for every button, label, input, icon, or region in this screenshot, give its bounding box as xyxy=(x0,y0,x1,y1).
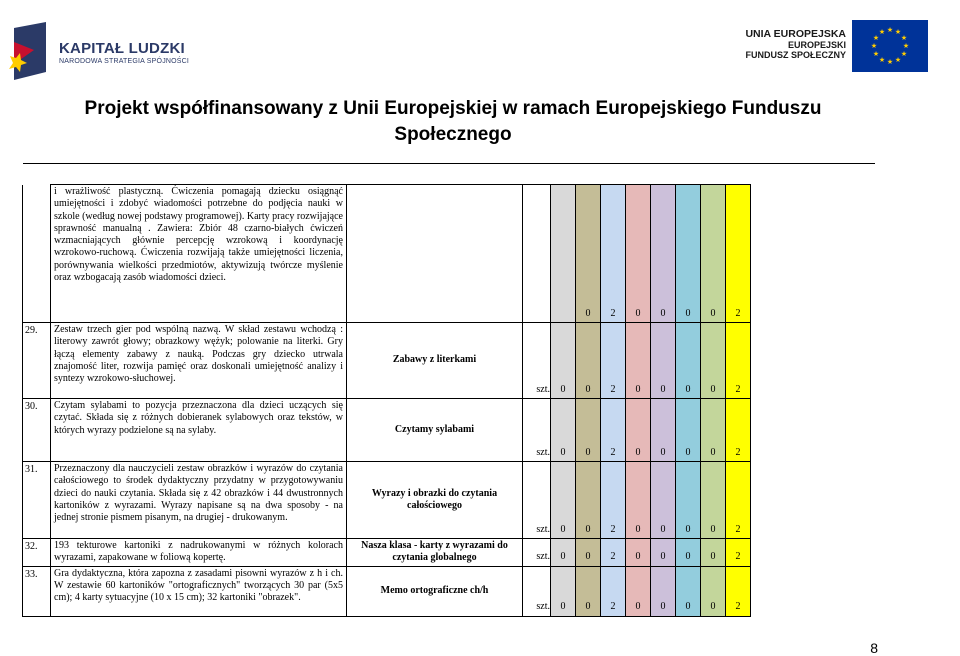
svg-text:★: ★ xyxy=(894,28,902,36)
svg-text:★: ★ xyxy=(886,26,894,34)
quantity-cell: 0 xyxy=(551,566,576,616)
quantity-cell: 2 xyxy=(726,566,751,616)
unit-cell: szt. xyxy=(523,399,551,462)
svg-text:★: ★ xyxy=(900,34,908,42)
eu-line-2: EUROPEJSKI xyxy=(787,40,846,50)
description-cell: Czytam sylabami to pozycja przeznaczona dla dzieci uczących się czytać. Składa się z różnych dobieranek sylabowych oraz tekstów, w których wyrazy podzielone są na sylaby. xyxy=(51,399,347,462)
quantity-cell: 0 xyxy=(701,566,726,616)
quantity-cell: 0 xyxy=(626,539,651,567)
eu-line-3: FUNDUSZ SPOŁECZNY xyxy=(745,50,846,60)
unit-cell: szt. xyxy=(523,323,551,399)
quantity-cell: 0 xyxy=(676,462,701,539)
description-cell: Zestaw trzech gier pod wspólną nazwą. W skład zestawu wchodzą : literowy zawrót głowy; obrazkowy wężyk; polowanie na literki. Gry łączą elementy zabawy z nauką. Podczas gry dziecko utrwala znajomość liter, rozwija pamięć oraz doskonali umiejętność analizy i syntezy wzrokowo-słuchowej. xyxy=(51,323,347,399)
quantity-cell: 0 xyxy=(651,539,676,567)
svg-text:★: ★ xyxy=(872,50,880,58)
unit-cell: szt. xyxy=(523,566,551,616)
description-cell: i wrażliwość plastyczną. Ćwiczenia pomagają dziecku osiągnąć umiejętności i zdobyć wiadomości potrzebne do podjęcia nauki w szkole (według nowej podstawy programowej). Karty pracy rozwijające sprawność manualną . Zawiera: Zbiór 48 czarno-białych ćwiczeń wzmacniających głównie percepcję wzrokową i koordynację wzrokowo-ruchową. Ćwiczenia rozwijają także umiejętności liczenia, porównywania wielkości przedmiotów, aktywizują twórcze myślenie oraz wzbogacają zasób wiadomości dzieci. xyxy=(51,185,347,323)
eu-line-1: UNIA EUROPEJSKA xyxy=(745,28,846,40)
quantity-cell: 0 xyxy=(651,185,676,323)
unit-cell: szt. xyxy=(523,539,551,567)
item-name-cell: Czytamy sylabami xyxy=(347,399,523,462)
description-cell: Gra dydaktyczna, która zapozna z zasadami pisowni wyrazów z h i ch. W zestawie 60 kartoników "ortograficznych" tworzących 30 par (5x5 cm); 4 karty sytuacyjne (10 x 15 cm); 32 kartoniki "obrazek". xyxy=(51,566,347,616)
quantity-cell: 2 xyxy=(601,185,626,323)
row-number-cell: 32. xyxy=(23,539,51,567)
quantity-cell: 2 xyxy=(726,399,751,462)
quantity-cell: 0 xyxy=(551,323,576,399)
unit-cell: szt. xyxy=(523,462,551,539)
quantity-cell: 0 xyxy=(626,185,651,323)
quantity-cell: 0 xyxy=(701,323,726,399)
quantity-cell: 0 xyxy=(551,399,576,462)
row-number-cell xyxy=(23,185,51,323)
item-name-cell: Zabawy z literkami xyxy=(347,323,523,399)
item-name-cell: Nasza klasa - karty z wyrazami do czytania globalnego xyxy=(347,539,523,567)
quantity-cell: 0 xyxy=(626,462,651,539)
eu-flag-icon xyxy=(852,20,928,72)
quantity-cell: 0 xyxy=(701,462,726,539)
quantity-cell: 0 xyxy=(676,539,701,567)
header-divider xyxy=(23,163,875,164)
unit-cell xyxy=(523,185,551,323)
quantity-cell: 0 xyxy=(676,566,701,616)
items-table xyxy=(22,184,751,617)
quantity-cell: 2 xyxy=(601,323,626,399)
quantity-cell: 0 xyxy=(576,462,601,539)
quantity-cell: 0 xyxy=(576,566,601,616)
kapital-ludzki-title: KAPITAŁ LUDZKI xyxy=(59,40,185,57)
items-table-wrapper xyxy=(22,184,751,617)
quantity-cell: 0 xyxy=(626,399,651,462)
quantity-cell: 0 xyxy=(676,185,701,323)
quantity-cell: 0 xyxy=(626,323,651,399)
item-name-cell xyxy=(347,185,523,323)
quantity-cell: 0 xyxy=(676,399,701,462)
svg-text:★: ★ xyxy=(886,58,894,66)
svg-text:★: ★ xyxy=(902,42,910,50)
item-name-cell: Memo ortograficzne ch/h xyxy=(347,566,523,616)
svg-text:★: ★ xyxy=(870,42,878,50)
quantity-cell: 0 xyxy=(551,462,576,539)
quantity-cell: 2 xyxy=(601,462,626,539)
row-number-cell: 29. xyxy=(23,323,51,399)
quantity-cell: 0 xyxy=(576,185,601,323)
eu-logo-text xyxy=(745,28,846,60)
row-number-cell: 31. xyxy=(23,462,51,539)
table-row xyxy=(23,462,751,539)
table-row xyxy=(23,399,751,462)
page-number: 8 xyxy=(870,640,878,656)
row-number-cell: 30. xyxy=(23,399,51,462)
svg-text:★: ★ xyxy=(900,50,908,58)
description-cell: Przeznaczony dla nauczycieli zestaw obrazków i wyrazów do czytania całościowego to środek dydaktyczny przydatny w przygotowywaniu dzieci do nauki czytania. Składa się z 42 obrazków i 44 dwustronnych kartoników z wyrazami. Wyrazy napisane są na dwa sposoby - na jednej stronie pismem pisanym, na drugiej - drukowanym. xyxy=(51,462,347,539)
svg-text:★: ★ xyxy=(878,28,886,36)
quantity-cell: 0 xyxy=(576,399,601,462)
quantity-cell: 0 xyxy=(676,323,701,399)
svg-text:★: ★ xyxy=(894,56,902,64)
quantity-cell: 0 xyxy=(576,539,601,567)
item-name-cell: Wyrazy i obrazki do czytania całościowego xyxy=(347,462,523,539)
quantity-cell: 0 xyxy=(651,462,676,539)
quantity-cell xyxy=(551,185,576,323)
quantity-cell: 0 xyxy=(651,323,676,399)
quantity-cell: 2 xyxy=(726,539,751,567)
quantity-cell: 0 xyxy=(651,566,676,616)
table-row xyxy=(23,185,751,323)
table-row xyxy=(23,566,751,616)
quantity-cell: 0 xyxy=(651,399,676,462)
quantity-cell: 0 xyxy=(701,185,726,323)
eu-logo xyxy=(738,6,946,78)
quantity-cell: 2 xyxy=(601,399,626,462)
table-row xyxy=(23,323,751,399)
quantity-cell: 2 xyxy=(726,462,751,539)
quantity-cell: 0 xyxy=(626,566,651,616)
page-title: Projekt współfinansowany z Unii Europejskiej w ramach Europejskiego Funduszu Społecznego xyxy=(84,98,822,145)
quantity-cell: 2 xyxy=(726,323,751,399)
quantity-cell: 2 xyxy=(601,539,626,567)
quantity-cell: 0 xyxy=(576,323,601,399)
quantity-cell: 2 xyxy=(726,185,751,323)
quantity-cell: 0 xyxy=(551,539,576,567)
quantity-cell: 0 xyxy=(701,399,726,462)
svg-text:★: ★ xyxy=(872,34,880,42)
row-number-cell: 33. xyxy=(23,566,51,616)
quantity-cell: 2 xyxy=(601,566,626,616)
description-cell: 193 tekturowe kartoniki z nadrukowanymi w różnych kolorach wyrazami, zapakowane w foliową kopertę. xyxy=(51,539,347,567)
svg-text:★: ★ xyxy=(878,56,886,64)
table-row xyxy=(23,539,751,567)
kapital-ludzki-emblem-icon xyxy=(6,20,58,84)
quantity-cell: 0 xyxy=(701,539,726,567)
kapital-ludzki-subtitle: NARODOWA STRATEGIA SPÓJNOŚCI xyxy=(59,58,190,65)
